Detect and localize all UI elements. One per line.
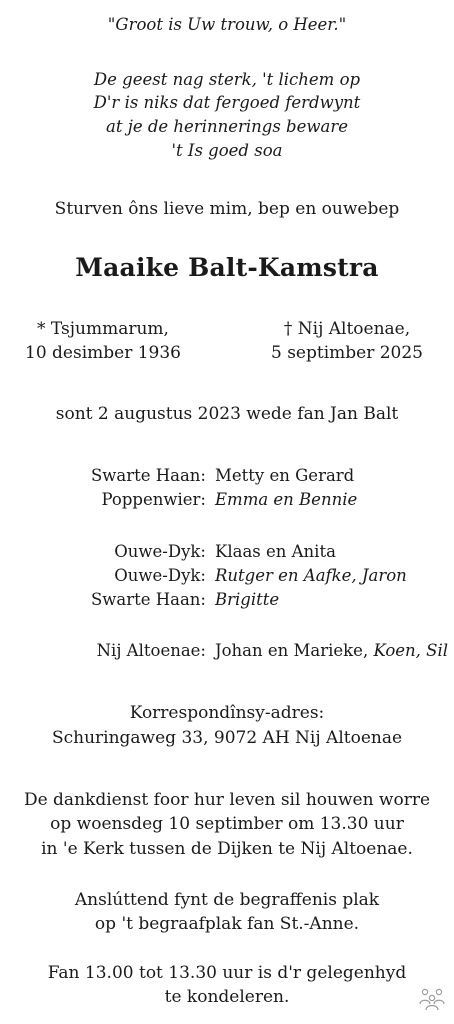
family-names: Johan en Marieke, Koen, Sil: [215, 641, 449, 660]
correspondence-address: Schuringaweg 33, 9072 AH Nij Altoenae: [51, 728, 403, 748]
family-place: Poppenwier:: [101, 490, 206, 509]
family-place: Swarte Haan:: [90, 590, 206, 609]
family-row: [0, 540, 454, 564]
birth-date: 10 desimber 1936: [25, 343, 181, 363]
correspondence-label: Korrespondînsy-adres:: [129, 703, 325, 723]
burial-line: Anslúttend fynt de begraffenis plak: [74, 890, 380, 910]
condolence-line: Fan 13.00 tot 13.30 uur is d'r gelegenhyd: [47, 963, 407, 983]
intro-line: Sturven ôns lieve mim, bep en ouwebep: [54, 199, 400, 219]
family-row: [0, 488, 454, 512]
death-place: † Nij Altoenae,: [283, 319, 411, 339]
family-place: Nij Altoenae:: [96, 641, 206, 660]
family-names: Klaas en Anita: [215, 542, 336, 561]
widow-line: sont 2 augustus 2023 wede fan Jan Balt: [55, 404, 399, 424]
family-row: [0, 588, 454, 612]
family-names: Brigitte: [215, 590, 280, 609]
family-names: Rutger en Aafke, Jaron: [215, 566, 407, 585]
condolence-line: te kondeleren.: [164, 987, 290, 1007]
family-place: Ouwe-Dyk:: [114, 566, 206, 585]
poem-line: D'r is niks dat fergoed ferdwynt: [93, 93, 361, 112]
family-names: Emma en Bennie: [215, 490, 358, 509]
family-place: Ouwe-Dyk:: [114, 542, 206, 561]
death-date: 5 septimber 2025: [270, 343, 423, 363]
burial-line: op 't begraafplak fan St.-Anne.: [94, 914, 360, 934]
family-row: [0, 639, 454, 663]
family-names: Metty en Gerard: [215, 466, 355, 485]
family-row: [0, 464, 454, 488]
poem-line: 't Is goed soa: [171, 141, 283, 160]
service-line: De dankdienst foor hur leven sil houwen worre: [23, 790, 431, 810]
poem-line: at je de herinnerings beware: [106, 117, 348, 136]
family-row: [0, 564, 454, 588]
service-line: op woensdeg 10 septimber om 13.30 uur: [50, 814, 404, 834]
people-group-icon: [416, 988, 448, 1012]
motto: "Groot is Uw trouw, o Heer.": [107, 15, 347, 34]
birth-place: * Tsjummarum,: [37, 319, 169, 339]
service-line: in 'e Kerk tussen de Dijken te Nij Altoenae.: [41, 839, 413, 859]
family-place: Swarte Haan:: [90, 466, 206, 485]
deceased-name: Maaike Balt-Kamstra: [75, 253, 379, 282]
poem-line: De geest nag sterk, 't lichem op: [93, 70, 361, 89]
